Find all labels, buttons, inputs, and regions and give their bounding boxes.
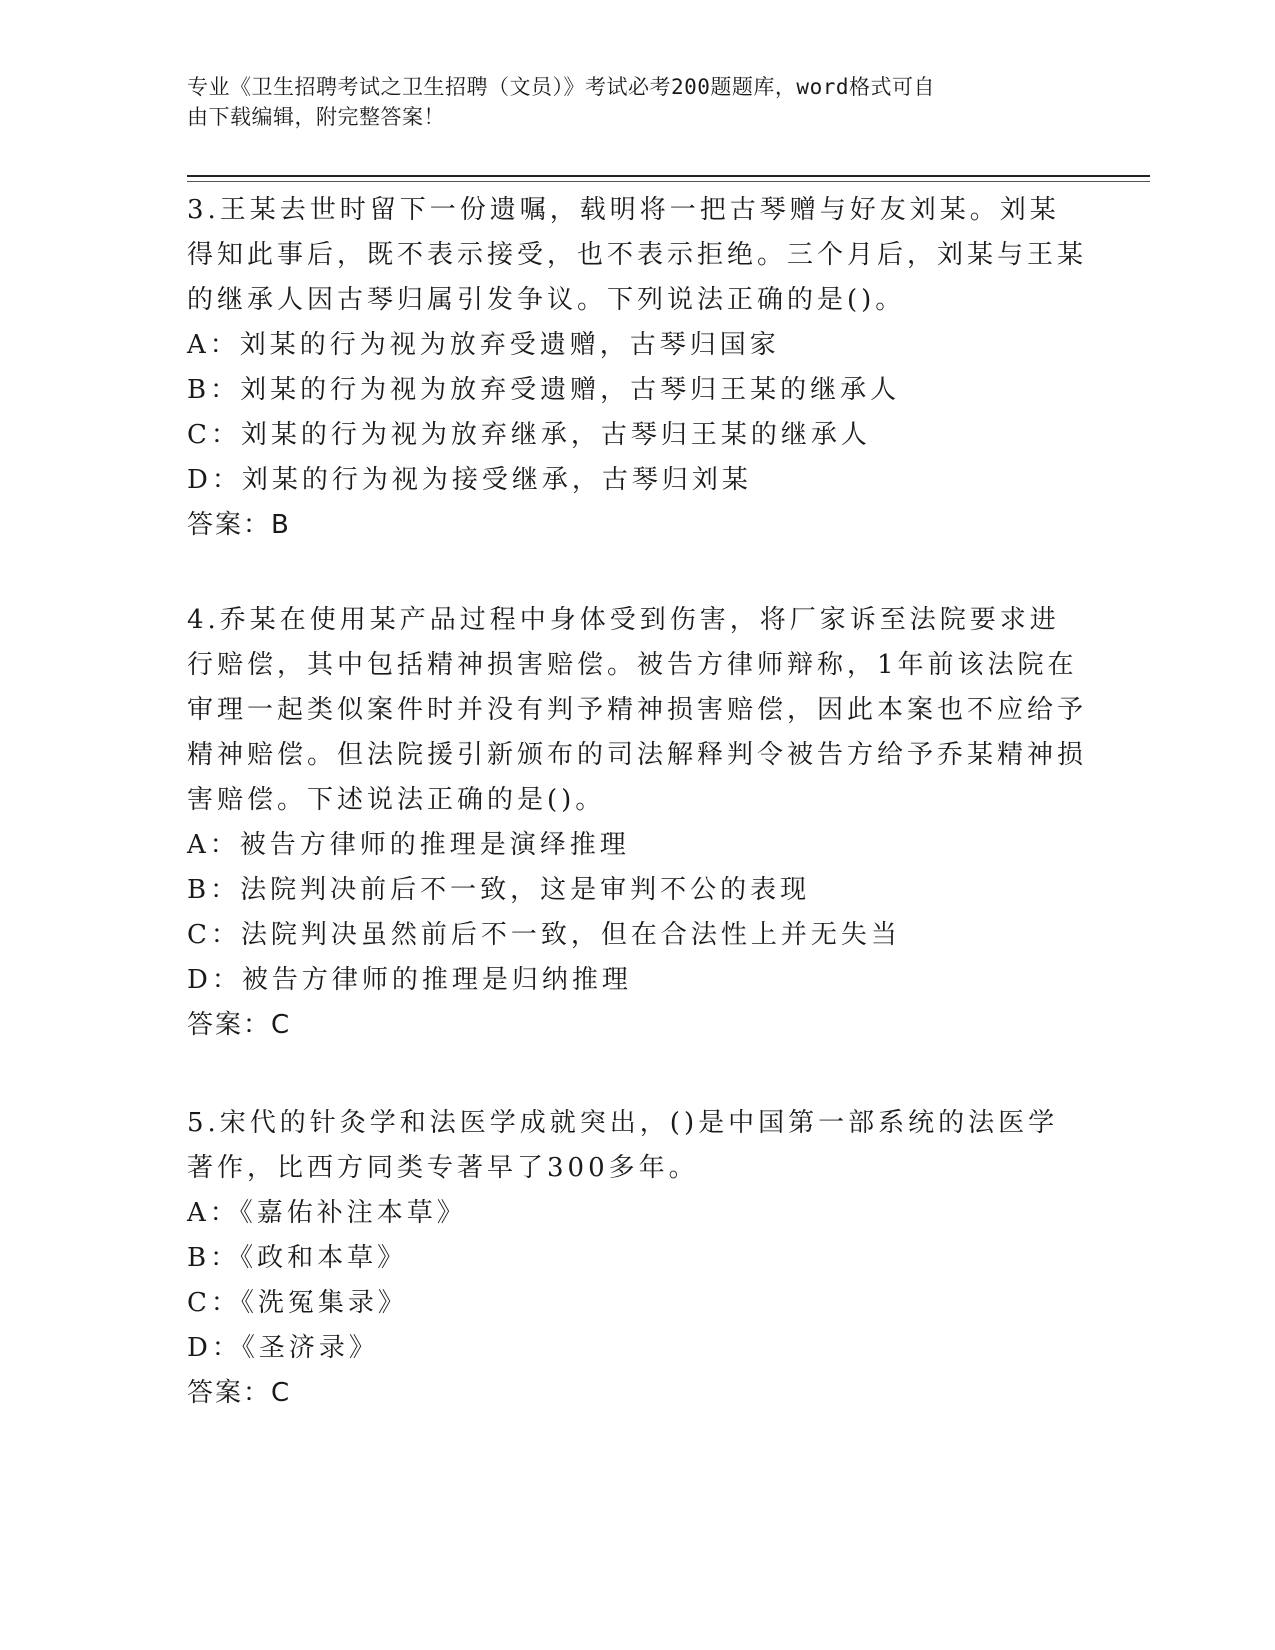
question-4 [187,598,1087,1048]
answer-line: 答案：C [187,1378,292,1408]
option-c: C：刘某的行为视为放弃继承，古琴归王某的继承人 [187,420,871,450]
option-d: D：被告方律师的推理是归纳推理 [187,965,632,995]
option-b: B：刘某的行为视为放弃受遗赠，古琴归王某的继承人 [187,375,901,405]
answer-line: 答案：B [187,510,291,540]
option-c: C：法院判决虽然前后不一致，但在合法性上并无失当 [187,920,901,950]
header-line-1: 专业《卫生招聘考试之卫生招聘（文员）》考试必考200题题库，word格式可自 [187,75,935,99]
document-header [187,72,1067,132]
question-stem: 3.王某去世时留下一份遗嘱，载明将一把古琴赠与好友刘某。刘某得知此事后，既不表示接受，也不表示拒绝。三个月后，刘某与王某的继承人因古琴归属引发争议。下列说法正确的是()。 [187,195,1088,315]
question-3 [187,188,1087,548]
option-b: B：法院判决前后不一致，这是审判不公的表现 [187,875,811,905]
option-c: C：《洗冤集录》 [187,1288,408,1318]
question-5 [187,1101,1087,1416]
answer-line: 答案：C [187,1010,292,1040]
option-d: D：《圣济录》 [187,1333,379,1363]
option-a: A：被告方律师的推理是演绎推理 [187,830,630,860]
option-b: B：《政和本草》 [187,1243,408,1273]
question-stem: 4.乔某在使用某产品过程中身体受到伤害，将厂家诉至法院要求进行赔偿，其中包括精神损害赔偿。被告方律师辩称，1年前该法院在审理一起类似案件时并没有判予精神损害赔偿，因此本案也不应给予精神赔偿。但法院援引新颁布的司法解释判令被告方给予乔某精神损害赔偿。下述说法正确的是()。 [187,605,1088,815]
header-divider-thick [187,175,1150,177]
question-stem: 5.宋代的针灸学和法医学成就突出，()是中国第一部系统的法医学著作，比西方同类专著早了300多年。 [187,1108,1059,1183]
header-line-2: 由下载编辑，附完整答案！ [187,105,445,129]
option-a: A：《嘉佑补注本草》 [187,1198,467,1228]
header-divider-thin [187,181,1150,182]
option-d: D：刘某的行为视为接受继承，古琴归刘某 [187,465,752,495]
option-a: A：刘某的行为视为放弃受遗赠，古琴归国家 [187,330,780,360]
